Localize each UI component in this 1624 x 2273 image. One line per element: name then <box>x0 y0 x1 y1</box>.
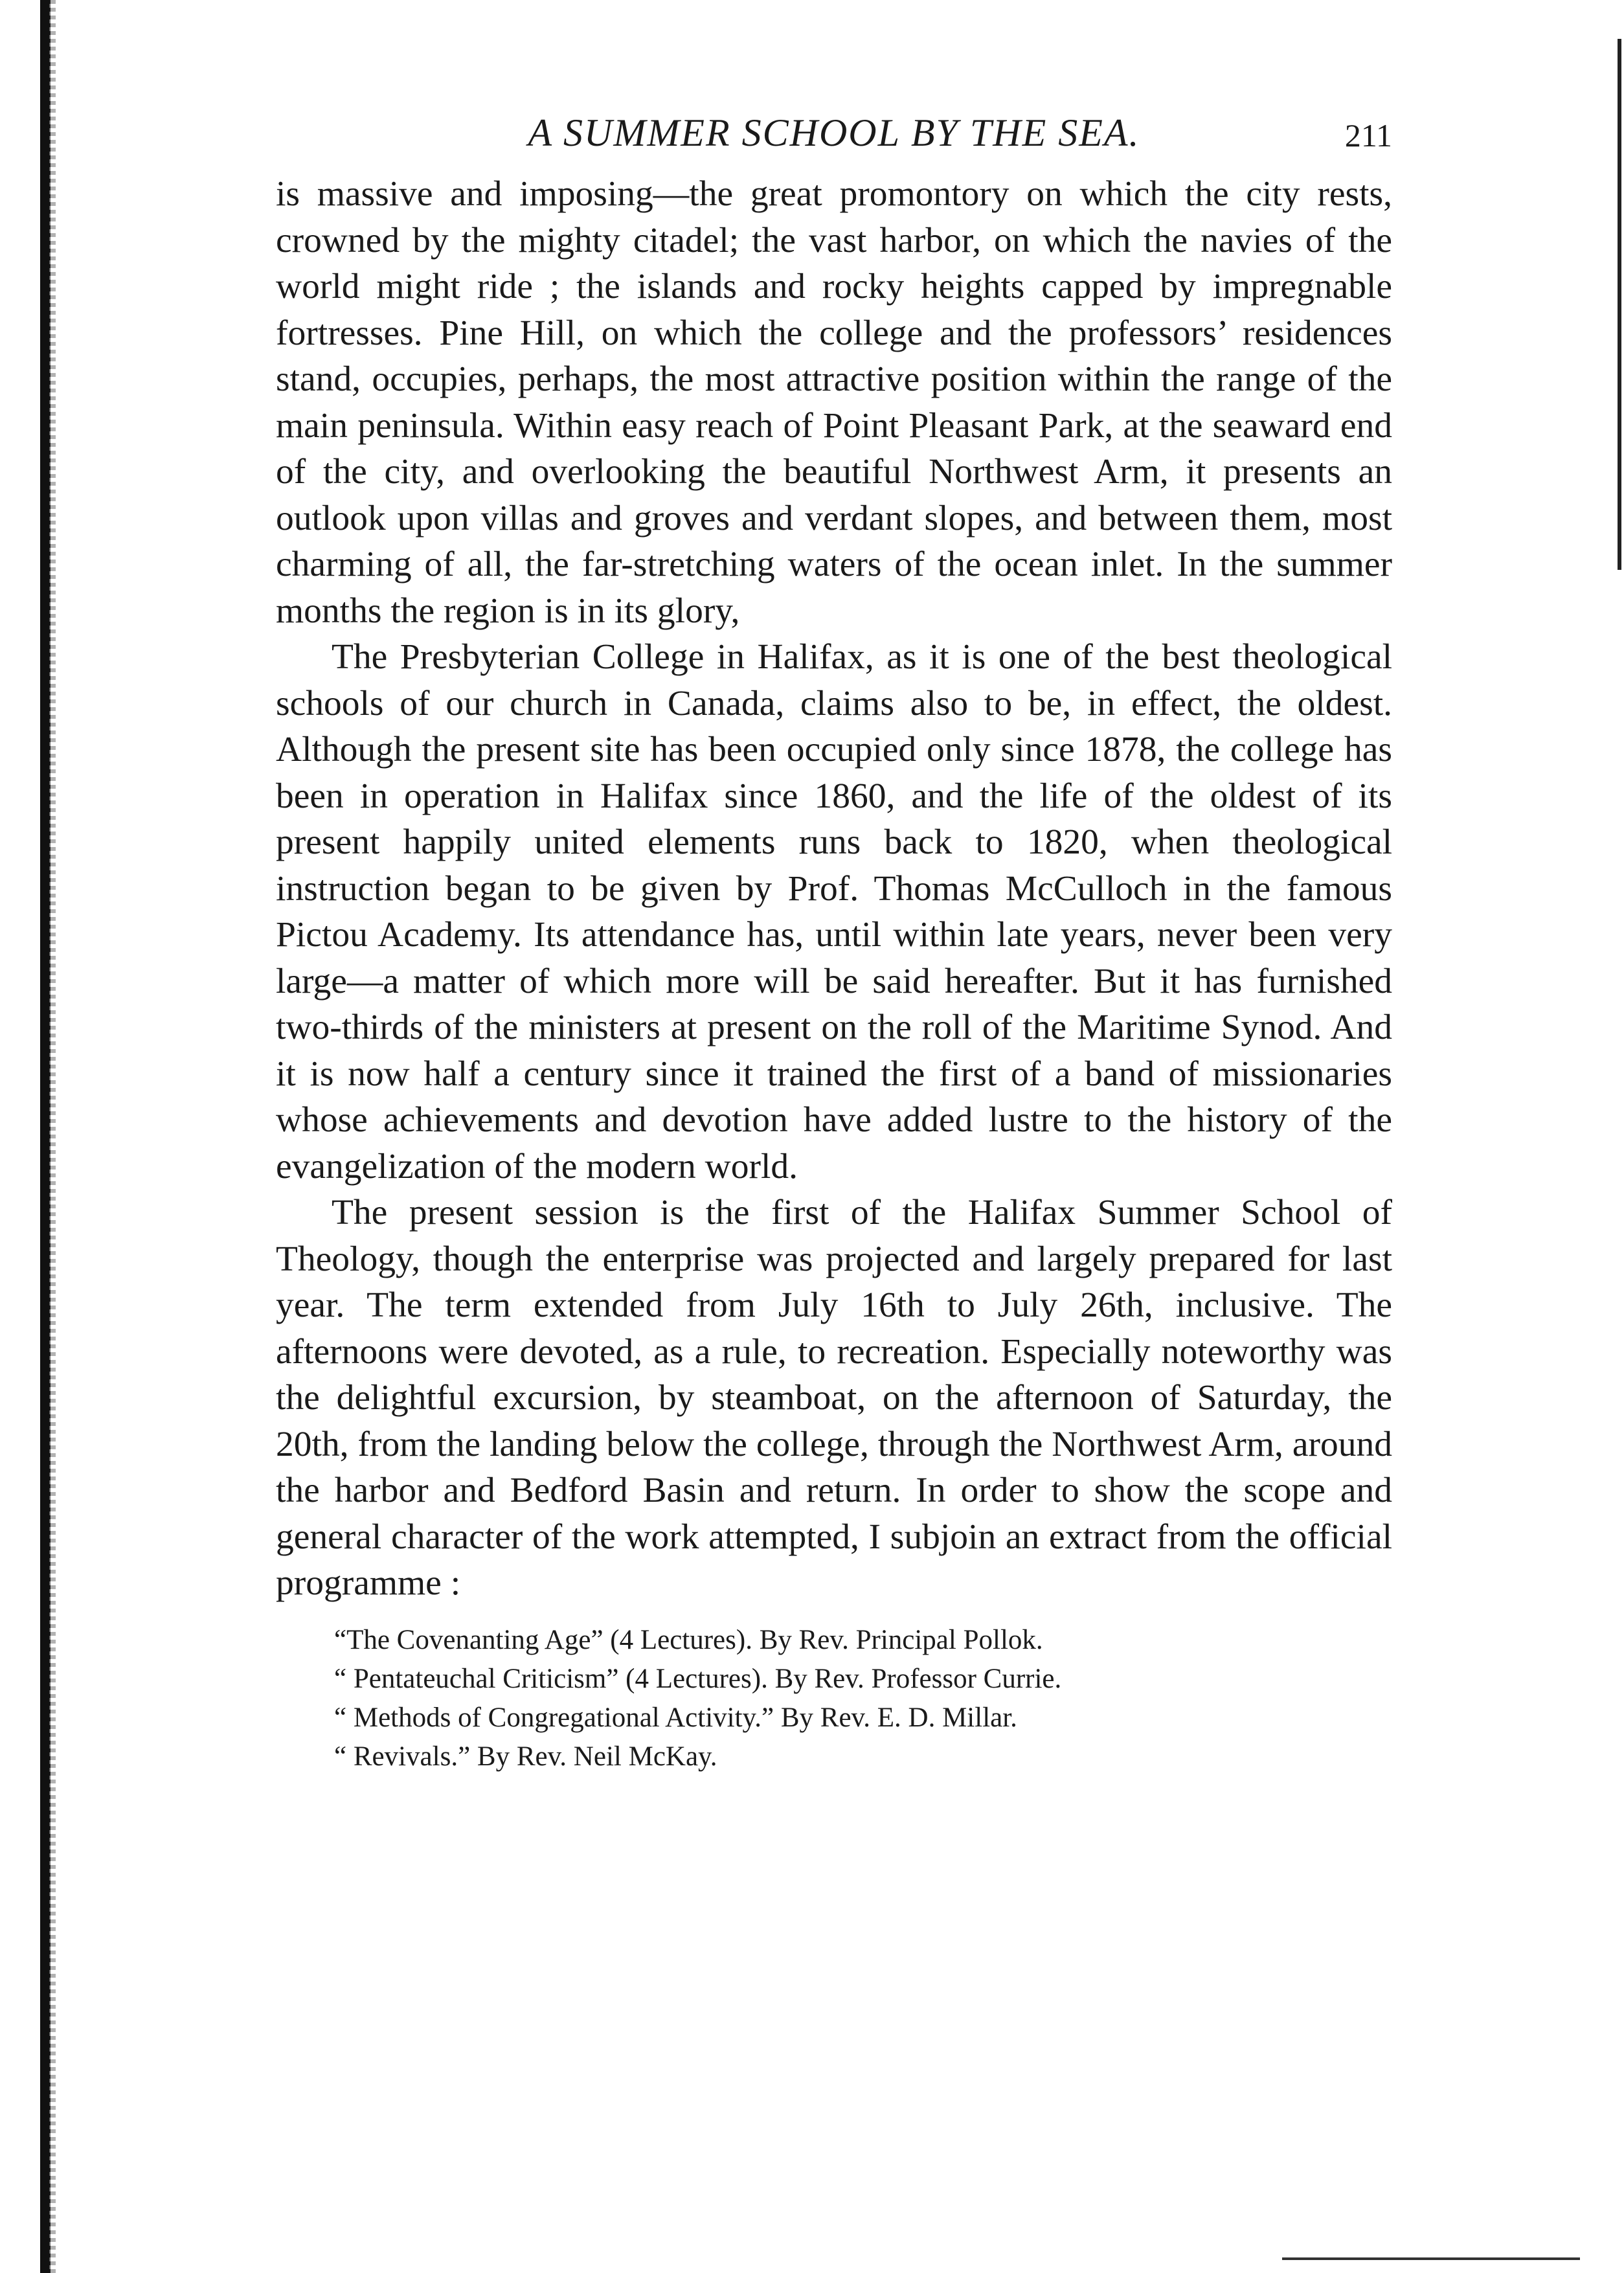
binding-edge-right <box>1618 39 1621 570</box>
paragraph: The present session is the first of the Halifax Summer School of Theology, though the enterprise was projected and largely prepared for last year. The term extended from July 16th to July 26th, inclusive. The afternoons were devoted, as a rule, to recreation. Especially noteworthy was the delightful excursion, by steamboat, on the afternoon of Saturday, the 20th, from the landing below the college, through the Northwest Arm, around the harbor and Bedford Basin and return. In order to show the scope and general character of the work attempted, I subjoin an extract from the official programme : <box>276 1193 1392 1603</box>
bottom-rule <box>1282 2257 1580 2260</box>
programme-item: “ Pentateuchal Criticism” (4 Lectures). By Rev. Professor Currie. <box>334 1663 1062 1694</box>
paragraph: is massive and imposing—the great promontory on which the city rests, crowned by the mighty citadel; the vast harbor, on which the navies of the world might ride ; the islands and rocky heights capped by impregnable fortresses. Pine Hill, on which the college and the professors’ residences stand, occupies, perhaps, the most attractive position within the range of the main peninsula. Within easy reach of Point Pleasant Park, at the seaward end of the city, and overlooking the beautiful Northwest Arm, it presents an outlook upon villas and groves and verdant slopes, and between them, most charming of all, the far-stretching waters of the ocean inlet. In the summer months the region is in its glory, <box>276 174 1392 631</box>
programme-item: “ Revivals.” By Rev. Neil McKay. <box>334 1741 717 1772</box>
running-head <box>276 104 1392 162</box>
page-number: 211 <box>1344 117 1392 153</box>
programme-item: “The Covenanting Age” (4 Lectures). By Rev. Principal Pollok. <box>334 1624 1043 1655</box>
page <box>276 104 1392 1776</box>
paragraph: The Presbyterian College in Halifax, as it is one of the best theological schools of our church in Canada, claims also to be, in effect, the oldest. Although the present site has been occupied only since 1878, the college has been in operation in Halifax since 1860, and the life of the oldest of its present happily united elements runs back to 1820, when theological instruction began to be given by Prof. Thomas McCulloch in the famous Pictou Academy. Its attendance has, until within late years, never been very large—a matter of which more will be said hereafter. But it has furnished two-thirds of the ministers at present on the roll of the Maritime Synod. And it is now half a century since it trained the first of a band of missionaries whose achievements and devotion have added lustre to the history of the evangelization of the modern world. <box>276 637 1392 1186</box>
running-title: A SUMMER SCHOOL BY THE SEA. <box>528 111 1140 154</box>
programme-list <box>276 1621 1392 1776</box>
binding-edge-left <box>40 0 51 2273</box>
programme-item: “ Methods of Congregational Activity.” By Rev. E. D. Millar. <box>334 1702 1017 1733</box>
body-text <box>276 171 1392 1776</box>
